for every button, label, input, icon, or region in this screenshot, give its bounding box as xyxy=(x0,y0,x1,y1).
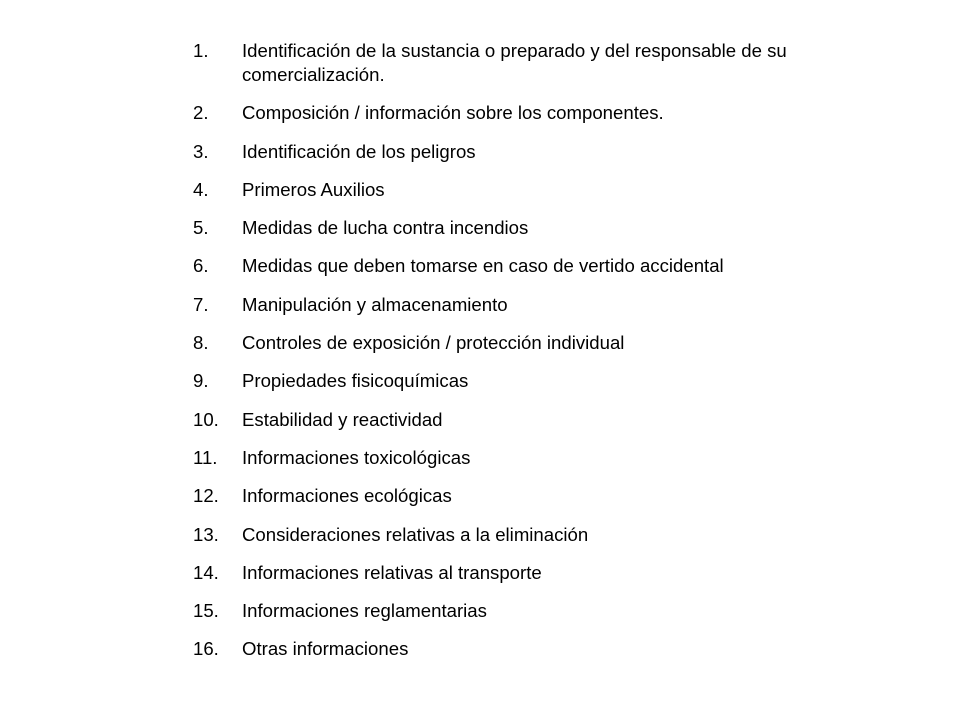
item-text: Informaciones ecológicas xyxy=(242,485,452,507)
list-item xyxy=(193,446,883,470)
item-text: Otras informaciones xyxy=(242,638,409,660)
list-item xyxy=(193,101,883,125)
item-number: 10. xyxy=(193,408,219,430)
item-text: Estabilidad y reactividad xyxy=(242,408,443,430)
list-item xyxy=(193,561,883,585)
item-number: 13. xyxy=(193,523,219,545)
item-text: Medidas de lucha contra incendios xyxy=(242,217,529,239)
item-number: 14. xyxy=(193,561,219,583)
item-number: 2. xyxy=(193,102,209,124)
item-number: 9. xyxy=(193,370,209,392)
item-text: Identificación de los peligros xyxy=(242,140,476,162)
item-number: 15. xyxy=(193,600,219,622)
item-number: 5. xyxy=(193,217,209,239)
item-text: Medidas que deben tomarse en caso de vertido accidental xyxy=(242,255,724,277)
list-item xyxy=(193,178,883,202)
section-list xyxy=(193,39,883,676)
item-number: 8. xyxy=(193,332,209,354)
list-item xyxy=(193,523,883,547)
list-item xyxy=(193,599,883,623)
item-text: Propiedades fisicoquímicas xyxy=(242,370,469,392)
item-text: Composición / información sobre los componentes. xyxy=(242,102,664,124)
item-text: Primeros Auxilios xyxy=(242,178,385,200)
list-item xyxy=(193,637,883,661)
item-number: 1. xyxy=(193,40,209,61)
item-number: 7. xyxy=(193,293,209,315)
list-item xyxy=(193,408,883,432)
item-number: 11. xyxy=(193,446,218,468)
list-item xyxy=(193,331,883,355)
item-number: 3. xyxy=(193,140,209,162)
list-item xyxy=(193,216,883,240)
item-text: Informaciones toxicológicas xyxy=(242,446,471,468)
item-text: Consideraciones relativas a la eliminación xyxy=(242,523,589,545)
item-number: 4. xyxy=(193,178,209,200)
list-item xyxy=(193,369,883,393)
item-text: Controles de exposición / protección individual xyxy=(242,332,625,354)
item-text: Identificación de la sustancia o preparado y del responsable de su comercialización. xyxy=(242,40,787,85)
item-text: Informaciones relativas al transporte xyxy=(242,561,542,583)
list-item xyxy=(193,293,883,317)
item-number: 12. xyxy=(193,485,219,507)
item-text: Informaciones reglamentarias xyxy=(242,600,487,622)
list-item xyxy=(193,140,883,164)
list-item xyxy=(193,254,883,278)
item-number: 6. xyxy=(193,255,209,277)
item-number: 16. xyxy=(193,638,219,660)
item-text: Manipulación y almacenamiento xyxy=(242,293,508,315)
list-item xyxy=(193,484,883,508)
list-item xyxy=(193,39,883,87)
